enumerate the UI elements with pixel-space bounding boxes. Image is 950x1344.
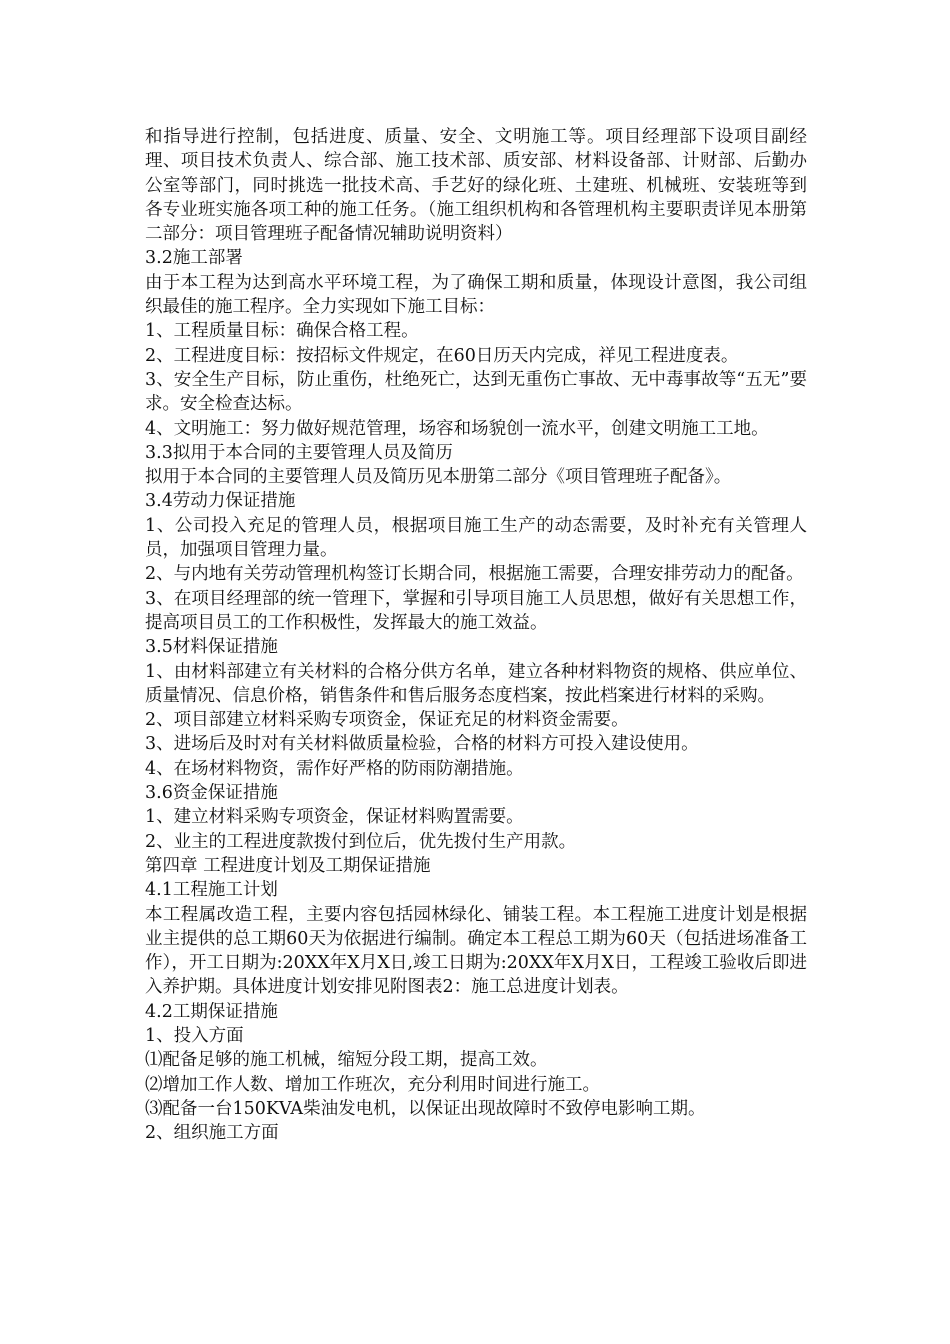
- list-item: 3、在项目经理部的统一管理下，掌握和引导项目施工人员思想，做好有关思想工作，提高项目员工的工作积极性，发挥最大的施工效益。: [145, 588, 807, 633]
- paragraph: 本工程属改造工程，主要内容包括园林绿化、铺装工程。本工程施工进度计划是根据业主提供的总工期60天为依据进行编制。确定本工程总工期为60天（包括进场准备工作），开工日期为:20XX年X月X日,竣工日期为:20XX年X月X日，工程竣工验收后即进入养护期。具体进度计划安排见附图表2：施工总进度计划表。: [145, 904, 807, 998]
- list-item: ⑴配备足够的施工机械，缩短分段工期，提高工效。: [145, 1050, 548, 1071]
- list-item: 2、工程进度目标：按招标文件规定，在60日历天内完成，祥见工程进度表。: [145, 345, 739, 366]
- paragraph: 由于本工程为达到高水平环境工程，为了确保工期和质量，体现设计意图，我公司组织最佳的施工程序。全力实现如下施工目标：: [145, 272, 807, 318]
- list-item: 2、组织施工方面: [145, 1123, 279, 1144]
- section-heading-3-6: 3.6资金保证措施: [145, 783, 278, 804]
- list-item: 4、文明施工：努力做好规范管理，场容和场貌创一流水平，创建文明施工工地。: [145, 418, 769, 439]
- section-heading-3-3: 3.3拟用于本合同的主要管理人员及简历: [145, 442, 453, 463]
- list-item: 2、业主的工程进度款拨付到位后，优先拨付生产用款。: [145, 831, 577, 852]
- list-item: 3、进场后及时对有关材料做质量检验，合格的材料方可投入建设使用。: [145, 734, 699, 755]
- list-item: 4、在场材料物资，需作好严格的防雨防潮措施。: [145, 758, 524, 779]
- list-item: ⑶配备一台150KVA柴油发电机，以保证出现故障时不致停电影响工期。: [145, 1098, 706, 1119]
- section-heading-3-2: 3.2施工部署: [145, 248, 243, 269]
- list-item: 2、项目部建立材料采购专项资金，保证充足的材料资金需要。: [145, 710, 629, 731]
- section-heading-3-5: 3.5材料保证措施: [145, 637, 278, 658]
- paragraph: 拟用于本合同的主要管理人员及简历见本册第二部分《项目管理班子配备》。: [145, 467, 732, 488]
- list-item: 2、与内地有关劳动管理机构签订长期合同，根据施工需要，合理安排劳动力的配备。: [145, 564, 804, 585]
- document-body: [145, 125, 807, 1145]
- list-item: 1、由材料部建立有关材料的合格分供方名单，建立各种材料物资的规格、供应单位、质量情况、信息价格，销售条件和售后服务态度档案，按此档案进行材料的采购。: [145, 661, 807, 706]
- list-item: 3、安全生产目标，防止重伤，杜绝死亡，达到无重伤亡事故、无中毒事故等“五无”要求。安全检查达标。: [145, 369, 807, 415]
- list-item: ⑵增加工作人数、增加工作班次，充分利用时间进行施工。: [145, 1074, 600, 1095]
- list-item: 1、工程质量目标：确保合格工程。: [145, 321, 419, 342]
- section-heading-4-1: 4.1工程施工计划: [145, 880, 278, 901]
- paragraph-intro: 和指导进行控制，包括进度、质量、安全、文明施工等。项目经理部下设项目副经理、项目技术负责人、综合部、施工技术部、质安部、材料设备部、计财部、后勤办公室等部门，同时挑选一批技术高、手艺好的绿化班、土建班、机械班、安装班等到各专业班实施各项工种的施工任务。（施工组织机构和各管理机构主要职责详见本册第二部分：项目管理班子配备情况辅助说明资料）: [145, 127, 807, 245]
- section-heading-3-4: 3.4劳动力保证措施: [145, 491, 296, 512]
- list-item: 1、建立材料采购专项资金，保证材料购置需要。: [145, 807, 524, 828]
- list-item: 1、公司投入充足的管理人员，根据项目施工生产的动态需要，及时补充有关管理人员，加强项目管理力量。: [145, 515, 807, 561]
- section-heading-4-2: 4.2工期保证措施: [145, 1001, 278, 1022]
- chapter-heading-4: 第四章 工程进度计划及工期保证措施: [145, 855, 431, 876]
- list-item: 1、投入方面: [145, 1025, 244, 1046]
